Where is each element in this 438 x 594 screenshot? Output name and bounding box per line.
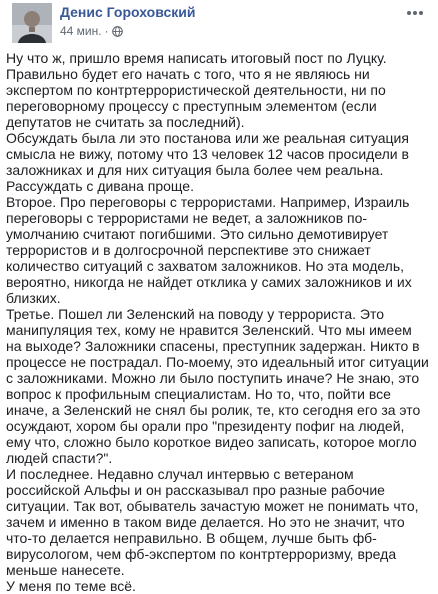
- post-meta: [60, 24, 123, 38]
- more-dot: [419, 11, 423, 15]
- more-dot: [407, 11, 411, 15]
- post-header: [6, 0, 430, 42]
- more-options-icon[interactable]: [404, 6, 426, 20]
- post-paragraph: Ну что ж, пришло время написать итоговый пост по Луцку.: [6, 50, 387, 66]
- post-paragraph: У меня по теме всё.: [6, 578, 136, 594]
- post-paragraph: Обсуждать была ли это постанова или же реальная ситуация смысла не вижу, потому что 13 человек 12 часов просидели в заложниках и для них ситуация была более чем реальна. Рассуждать с дивана проще.: [6, 130, 409, 194]
- post-timestamp[interactable]: 44 мин.: [60, 24, 102, 38]
- post-paragraph: Третье. Пошел ли Зеленский на поводу у террориста. Это манипуляция тех, кому не нравится Зеленский. Что мы имеем на выходе? Заложники спасены, преступник задержан. Никто в процессе не пострадал. По-моему, это идеальный итог ситуации с заложниками. Можно ли было поступить иначе? Не знаю, это вопрос к профильным специалистам. Но то, что, пойти все иначе, а Зеленский не снял бы ролик, те, кто сегодня его за это осуждают, хором бы орали про "президенту пофиг на людей, ему что, сложно было короткое видео записать, которое могло людей спасти?".: [6, 306, 429, 466]
- post-paragraph: И последнее. Недавно случал интервью с ветераном российской Альфы и он рассказывал про разные рабочие ситуации. Так вот, обыватель зачастую может не понимать что, зачем и именно в таком виде делается. Но это не значит, что что-то делается неправильно. В общем, лучше быть фб-вирусологом, чем фб-экспертом по контртерроризму, вреда меньше нанесете.: [6, 466, 419, 578]
- avatar-photo-icon: [12, 3, 52, 43]
- author-avatar[interactable]: [12, 3, 52, 43]
- meta-separator: ·: [104, 24, 109, 38]
- more-dot: [413, 11, 417, 15]
- post-paragraph: Правильно будет его начать с того, что я не являюсь ни экспертом по контртеррористической деятельности, ни по переговорному процессу с преступным элементом (если депутатов не считать за последний).: [6, 66, 386, 130]
- author-name[interactable]: Денис Гороховский: [60, 4, 196, 20]
- post-paragraph: Второе. Про переговоры с террористами. Например, Израиль переговоры с террористами не ведет, а заложников по-умолчанию считают погибшими. Это сильно демотивирует террористов и в долгосрочной перспективе это снижает количество ситуаций с захватом заложников. Но эта модель, вероятно, никогда не найдет отклика у самих заложников и их близких.: [6, 194, 412, 306]
- globe-icon[interactable]: [112, 26, 123, 37]
- post-body: [6, 50, 430, 594]
